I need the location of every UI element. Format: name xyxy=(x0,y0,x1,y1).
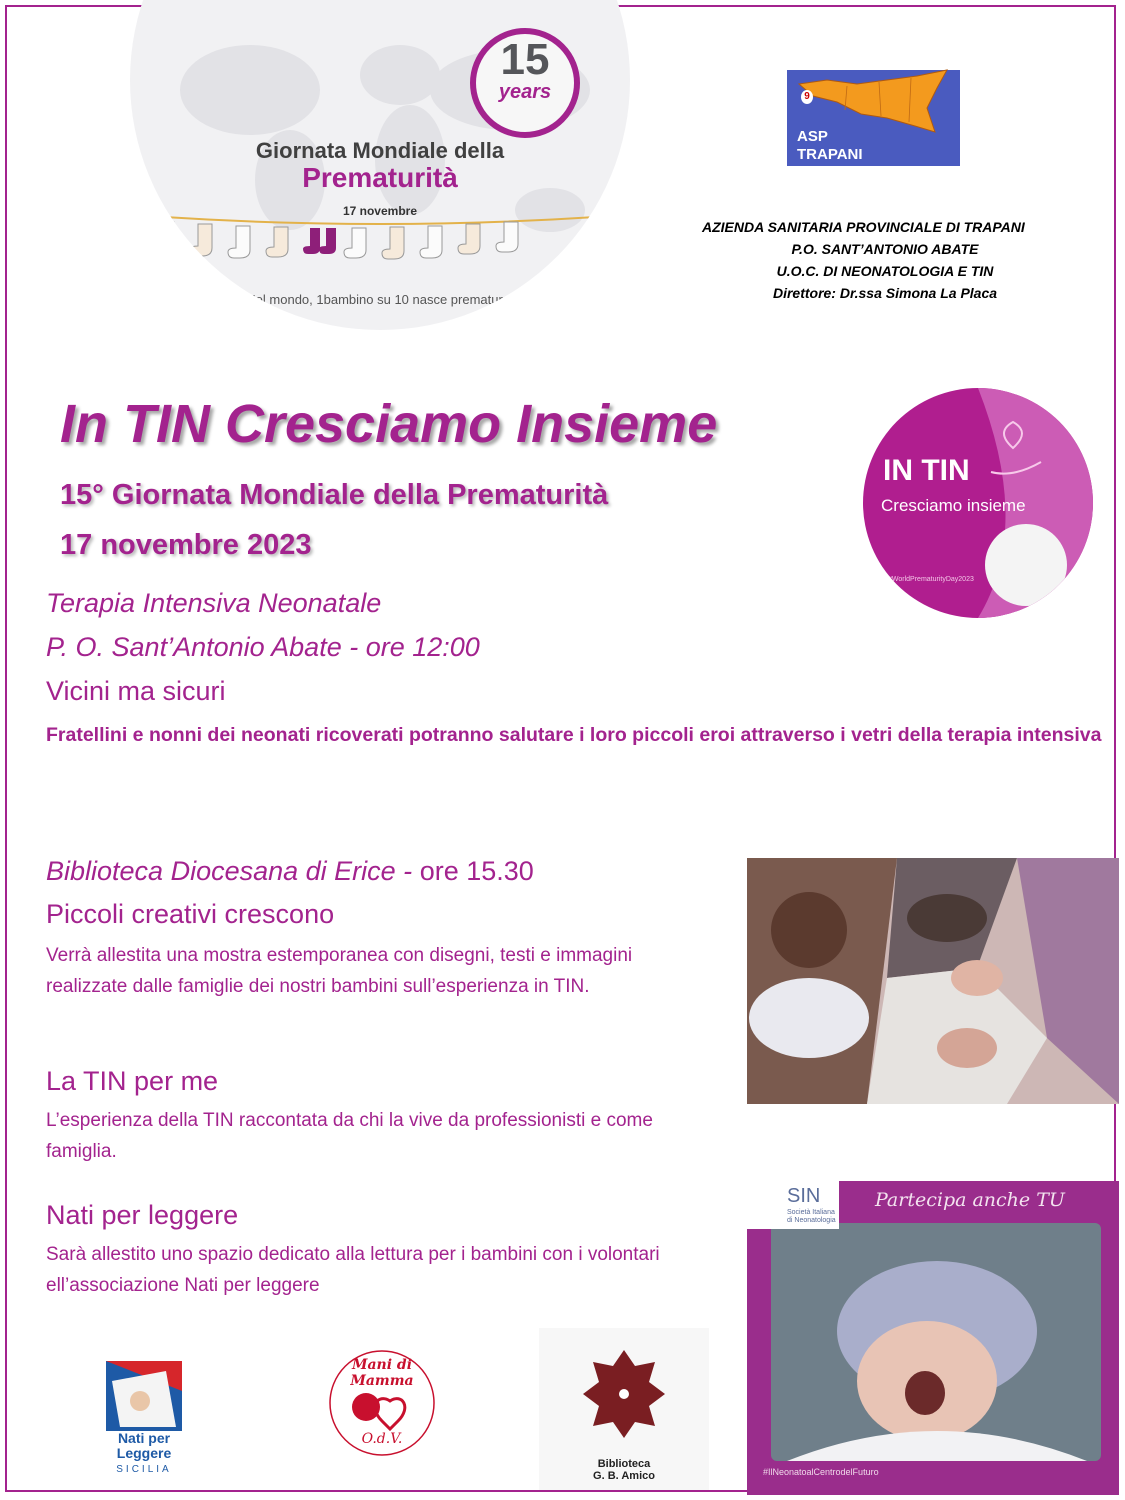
organization-block xyxy=(700,216,1070,304)
sin-poster xyxy=(747,1181,1119,1495)
biblioteca-text xyxy=(539,1458,709,1482)
asp-text xyxy=(797,128,863,164)
15-years-badge xyxy=(470,28,580,138)
activity-text-tin-per-me: L’esperienza della TIN raccontata da chi la vive da professionisti e come famiglia. xyxy=(46,1110,653,1162)
activity-heading-creativi: Piccoli creativi crescono xyxy=(46,899,335,929)
activity-text-creativi: Verrà allestita una mostra estemporanea con disegni, testi e immagini realizzate dalle famiglie dei nostri bambini sull’esperienza in TIN. xyxy=(46,945,633,997)
mini-gmp-logo xyxy=(985,524,1067,606)
npl-region: SICILIA xyxy=(116,1464,172,1475)
activity-heading-tin-per-me: La TIN per me xyxy=(46,1066,219,1096)
org-line2: P.O. SANT’ANTONIO ABATE xyxy=(791,241,979,257)
npl-logo-image xyxy=(106,1361,182,1431)
biblioteca-line1: Biblioteca xyxy=(597,1458,651,1470)
afternoon-place: Biblioteca Diocesana di Erice - xyxy=(46,856,413,886)
org-line1: AZIENDA SANITARIA PROVINCIALE DI TRAPANI xyxy=(702,219,1025,235)
gmp-date: 17 novembre xyxy=(342,204,418,218)
afternoon-time: ore 15.30 xyxy=(412,856,534,886)
badge-number: 15 xyxy=(500,35,550,84)
event-subtitle: 15° Giornata Mondiale della Prematurità xyxy=(60,479,609,511)
biblioteca-line2: G. B. Amico xyxy=(593,1470,655,1482)
event-hashtag: #WorldPrematurityDay2023 xyxy=(888,576,974,583)
org-line4: Direttore: Dr.ssa Simona La Placa xyxy=(772,285,998,301)
clothesline-socks-graphic xyxy=(150,210,610,270)
mani-brand: Mani di Mamma xyxy=(350,1357,414,1389)
sin-logo-subtext: Società Italiana di Neonatologia xyxy=(787,1209,836,1224)
morning-heading: Vicini ma sicuri xyxy=(46,676,226,706)
event-logo-line1: IN TIN xyxy=(883,454,970,487)
main-title: In TIN Cresciamo Insieme xyxy=(60,394,718,454)
asp-line2: TRAPANI xyxy=(797,146,863,163)
sin-logo-box xyxy=(747,1181,839,1229)
sin-poster-headline: Partecipa anche TU xyxy=(875,1189,1065,1211)
nati-per-leggere-logo xyxy=(106,1361,182,1477)
npl-logo-text xyxy=(106,1431,182,1461)
activity-heading-nati-per-leggere: Nati per leggere xyxy=(46,1200,239,1230)
family-photo-collage xyxy=(747,858,1119,1104)
event-date: 17 novembre 2023 xyxy=(60,529,312,561)
mani-di-mamma-logo xyxy=(328,1349,436,1457)
morning-text: Fratellini e nonni dei neonati ricoverati potranno salutare i loro piccoli eroi attraverso i vetri della terapia intensiva xyxy=(46,724,1102,746)
badge-word: years xyxy=(498,81,552,103)
activity-text-nati-per-leggere: Sarà allestito uno spazio dedicato alla lettura per i bambini con i volontari ell’associazione Nati per leggere xyxy=(46,1244,660,1296)
afternoon-place-time xyxy=(46,856,534,887)
asp-line1: ASP xyxy=(797,128,828,145)
gmp-logo xyxy=(130,0,630,330)
sin-logo-text: SIN xyxy=(787,1185,821,1207)
npl-line2: Leggere xyxy=(116,1445,172,1461)
sin-poster-hashtag: #IlNeonatoalCentrodelFuturo xyxy=(763,1467,879,1477)
gmp-subtitle: Prematurità xyxy=(302,162,458,193)
collage-image xyxy=(747,858,1119,1104)
npl-line1: Nati per xyxy=(117,1430,171,1446)
morning-place: Terapia Intensiva Neonatale xyxy=(46,588,382,618)
morning-location-time: P. O. Sant’Antonio Abate - ore 12:00 xyxy=(46,632,480,662)
biblioteca-logo xyxy=(539,1328,709,1490)
mani-odv: O.d.V. xyxy=(361,1431,403,1447)
biblioteca-logo-image xyxy=(539,1328,709,1458)
gmp-footer-text: Nel mondo, 1bambino su 10 nasce prematuro. xyxy=(246,292,514,307)
event-logo-line2: Cresciamo insieme xyxy=(881,496,1026,515)
asp-trapani-logo xyxy=(787,70,960,166)
asp-badge: 9 xyxy=(801,90,813,104)
in-tin-event-logo xyxy=(863,388,1093,618)
gmp-title: Giornata Mondiale della xyxy=(255,138,505,163)
org-line3: U.O.C. DI NEONATOLOGIA E TIN xyxy=(776,263,994,279)
